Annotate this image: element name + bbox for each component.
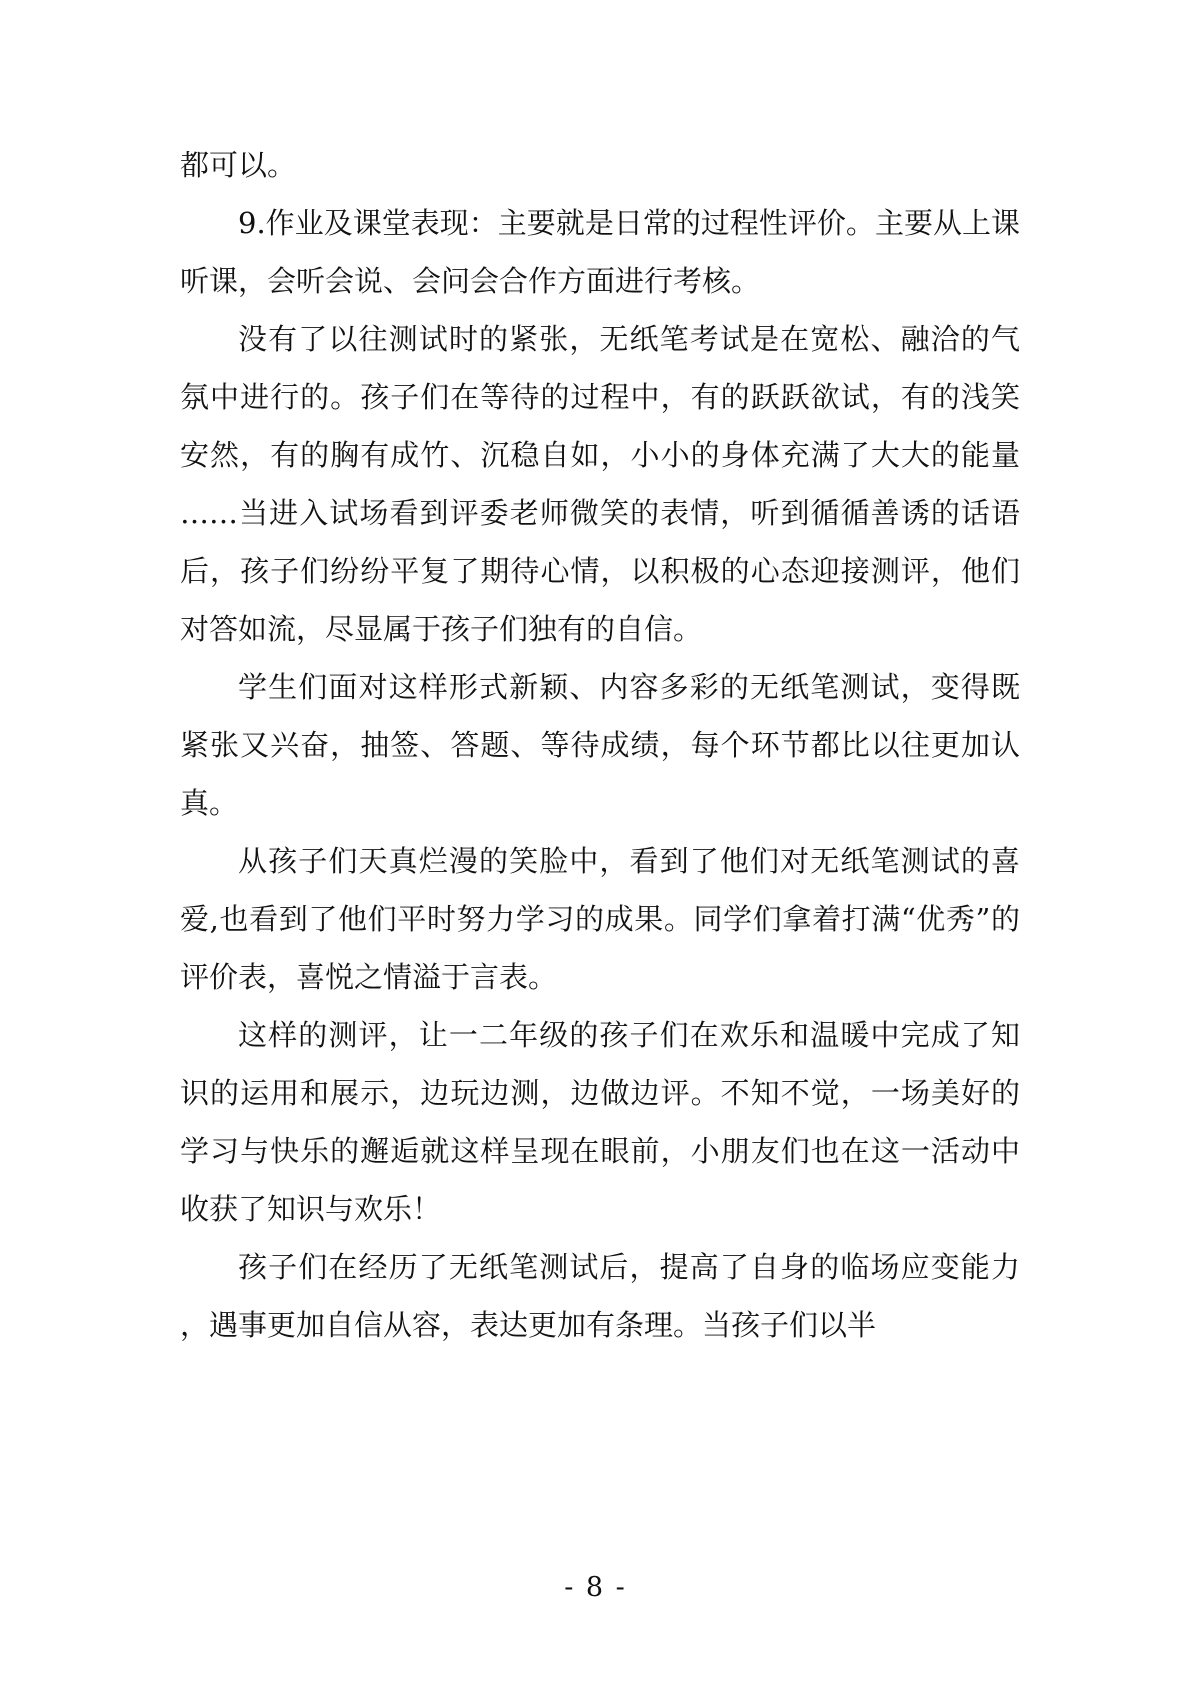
paragraph-smiles-results: 从孩子们天真烂漫的笑脸中，看到了他们对无纸笔测试的喜爱,也看到了他们平时努力学习的成果。同学们拿着打满“优秀”的评价表，喜悦之情溢于言表。	[180, 844, 1020, 994]
paragraph-evaluation-summary: 这样的测评，让一二年级的孩子们在欢乐和温暖中完成了知识的运用和展示，边玩边测，边做边评。不知不觉，一场美好的学习与快乐的邂逅就这样呈现在眼前，小朋友们也在这一活动中收获了知识与欢乐！	[180, 1018, 1020, 1226]
paragraph-continuation: 都可以。	[180, 148, 297, 182]
paragraph-homework-classroom: 9.作业及课堂表现：主要就是日常的过程性评价。主要从上课听课，会听会说、会问会合作方面进行考核。	[180, 206, 1020, 298]
paragraph-student-reaction: 学生们面对这样形式新颖、内容多彩的无纸笔测试，变得既紧张又兴奋，抽签、答题、等待成绩，每个环节都比以往更加认真。	[180, 670, 1020, 820]
paragraph-outcomes: 孩子们在经历了无纸笔测试后，提高了自身的临场应变能力，遇事更加自信从容，表达更加有条理。当孩子们以半	[180, 1250, 1020, 1342]
body-text	[180, 136, 1020, 1354]
paragraph-test-atmosphere: 没有了以往测试时的紧张，无纸笔考试是在宽松、融洽的气氛中进行的。孩子们在等待的过程中，有的跃跃欲试，有的浅笑安然，有的胸有成竹、沉稳自如，小小的身体充满了大大的能量……当进入试场看到评委老师微笑的表情，听到循循善诱的话语后，孩子们纷纷平复了期待心情，以积极的心态迎接测评，他们对答如流，尽显属于孩子们独有的自信。	[180, 322, 1020, 646]
page-number: - 8 -	[564, 1572, 627, 1603]
